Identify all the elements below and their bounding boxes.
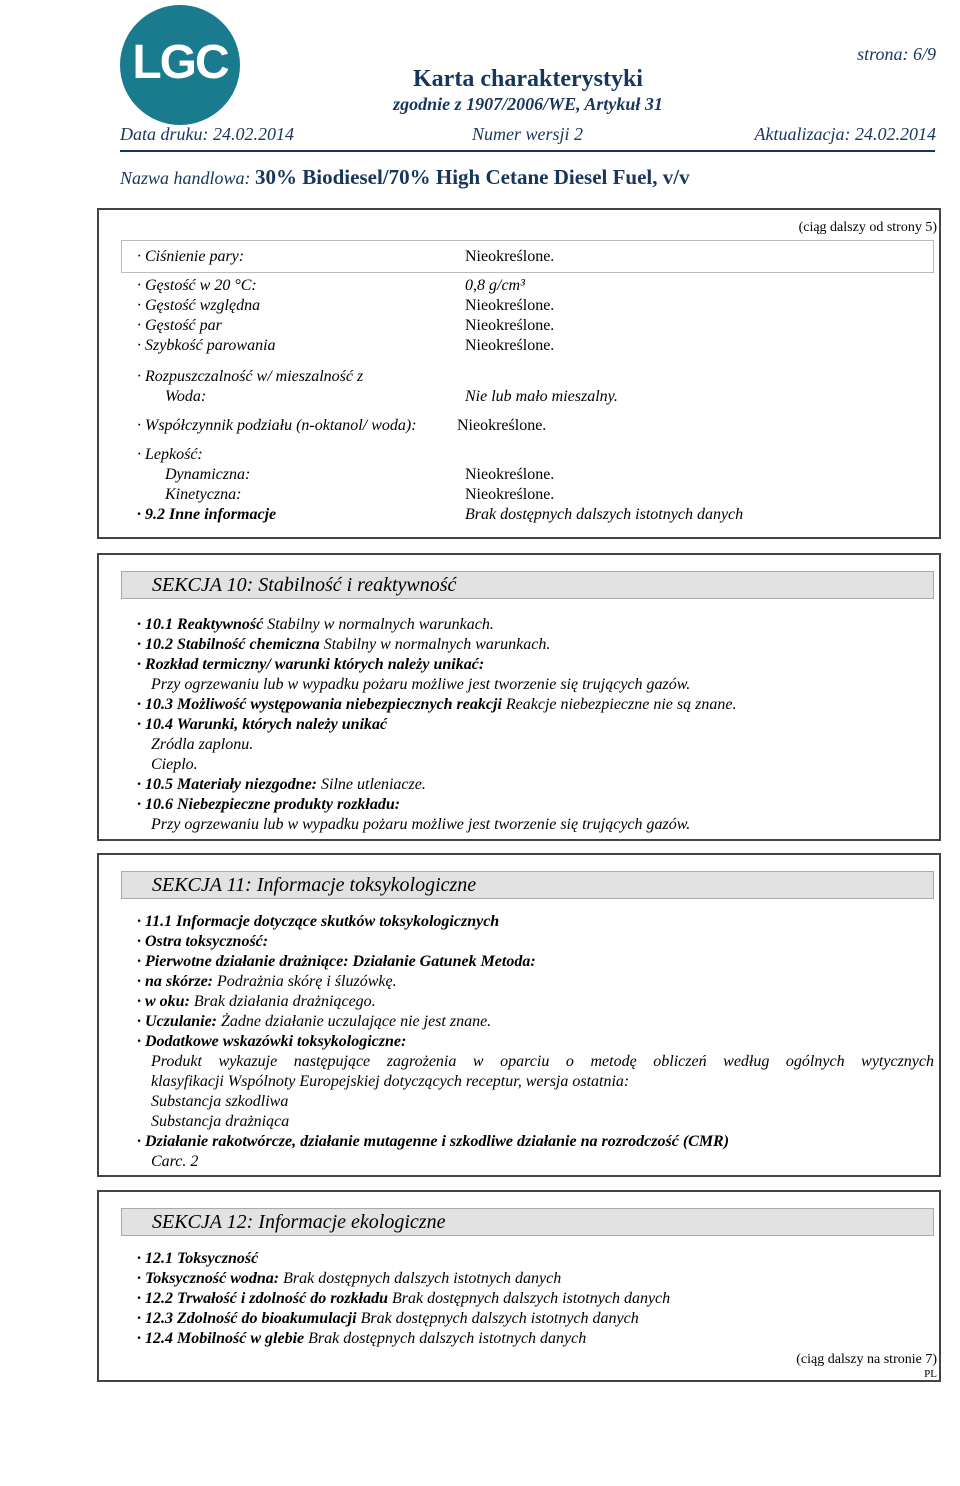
vapour-pressure-label: · Ciśnienie pary: <box>137 248 245 265</box>
thermal-decomposition-text: Przy ogrzewaniu lub w wypadku pożaru możliwe jest tworzenie się trujących gazów. <box>151 676 691 693</box>
cmr-value: Carc. 2 <box>151 1153 199 1170</box>
document-subtitle: zgodnie z 1907/2006/WE, Artykuł 31 <box>393 94 663 114</box>
evaporation-rate-value: Nieokreślone. <box>465 337 555 354</box>
primary-irritation-label: · Pierwotne działanie drażniące: Działanie Gatunek Metoda: <box>137 953 536 970</box>
viscosity-dynamic-value: Nieokreślone. <box>465 466 555 483</box>
update-date: Aktualizacja: 24.02.2014 <box>754 124 936 144</box>
language-code: PL <box>924 1368 937 1380</box>
section-12-heading: SEKCJA 12: Informacje ekologiczne <box>121 1208 934 1236</box>
other-info-label: · 9.2 Inne informacje <box>137 506 277 523</box>
skin-line: · na skórze: Podrażnia skórę i śluzówkę. <box>137 973 397 990</box>
soil-mobility-line: · 12.4 Mobilność w glebie Brak dostępnych dalszych istotnych danych <box>137 1330 587 1347</box>
lgc-logo: LGC <box>120 5 240 125</box>
conditions-to-avoid-label: · 10.4 Warunki, których należy unikać <box>137 716 388 733</box>
evaporation-rate-label: · Szybkość parowania <box>137 337 276 354</box>
toxicity-label: · 12.1 Toksyczność <box>137 1250 259 1267</box>
cmr-label: · Działanie rakotwórcze, działanie mutagenne i szkodliwe działanie na rozrodczość (CMR) <box>137 1133 730 1150</box>
section-12-box <box>97 1190 941 1382</box>
viscosity-kinematic-value: Nieokreślone. <box>465 486 555 503</box>
density-value: 0,8 g/cm³ <box>465 277 525 294</box>
bioaccumulation-line: · 12.3 Zdolność do bioakumulacji Brak dostępnych dalszych istotnych danych <box>137 1310 639 1327</box>
viscosity-label: · Lepkość: <box>137 446 203 463</box>
viscosity-kinematic-label: Kinetyczna: <box>165 486 242 503</box>
harmful-substance: Substancja szkodliwa <box>151 1093 289 1110</box>
vapour-pressure-value: Nieokreślone. <box>465 248 555 265</box>
eye-line: · w oku: Brak działania drażniącego. <box>137 993 376 1010</box>
incompatible-materials-line: · 10.5 Materiały niezgodne: Silne utleniacze. <box>137 776 426 793</box>
solubility-label: · Rozpuszczalność w/ mieszalność z <box>137 368 364 385</box>
hazardous-reactions-line: · 10.3 Możliwość występowania niebezpiecznych reakcji Reakcje niebezpieczne nie są znane. <box>137 696 737 713</box>
conditions-heat: Cieplo. <box>151 756 198 773</box>
partition-coefficient-label: · Współczynnik podziału (n-oktanol/ woda): <box>137 417 417 434</box>
additional-tox-label: · Dodatkowe wskazówki toksykologiczne: <box>137 1033 407 1050</box>
continued-from: (ciąg dalszy od strony 5) <box>798 220 937 235</box>
additional-tox-text-2: klasyfikacji Wspólnoty Europejskiej dotyczących receptur, wersja ostatnia: <box>151 1073 630 1090</box>
trade-name-line: Nazwa handlowa: 30% Biodiesel/70% High Cetane Diesel Fuel, v/v <box>120 165 690 189</box>
additional-tox-text-1: Produkt wykazuje następujące zagrożenia w oparciu o metodę obliczeń według ogólnych wytycznych <box>151 1053 934 1070</box>
chemical-stability-line: · 10.2 Stabilność chemiczna Stabilny w normalnych warunkach. <box>137 636 551 653</box>
vapour-density-value: Nieokreślone. <box>465 317 555 334</box>
version-number: Numer wersji 2 <box>472 124 584 144</box>
decomposition-products-label: · 10.6 Niebezpieczne produkty rozkładu: <box>137 796 401 813</box>
acute-toxicity-label: · Ostra toksyczność: <box>137 933 269 950</box>
header-rule <box>120 150 935 152</box>
toxicological-effects-label: · 11.1 Informacje dotyczące skutków toksykologicznych <box>137 913 500 930</box>
solubility-water-label: Woda: <box>165 388 207 405</box>
decomposition-products-text: Przy ogrzewaniu lub w wypadku pożaru możliwe jest tworzenie się trujących gazów. <box>151 816 691 833</box>
solubility-value: Nie lub mało mieszalny. <box>465 388 618 405</box>
relative-density-value: Nieokreślone. <box>465 297 555 314</box>
viscosity-dynamic-label: Dynamiczna: <box>165 466 251 483</box>
trade-name: 30% Biodiesel/70% High Cetane Diesel Fuel, v/v <box>255 165 690 189</box>
density-label: · Gęstość w 20 °C: <box>137 277 257 294</box>
print-date: Data druku: 24.02.2014 <box>120 124 294 144</box>
vapour-pressure-frame <box>121 240 934 273</box>
section-10-heading: SEKCJA 10: Stabilność i reaktywność <box>121 571 934 599</box>
sensitisation-line: · Uczulanie: Żadne działanie uczulające nie jest znane. <box>137 1013 492 1030</box>
irritant-substance: Substancja drażniąca <box>151 1113 290 1130</box>
section-9-box <box>97 208 941 539</box>
partition-coefficient-value: Nieokreślone. <box>457 417 547 434</box>
persistence-line: · 12.2 Trwałość i zdolność do rozkładu Brak dostępnych dalszych istotnych danych <box>137 1290 671 1307</box>
conditions-ignition: Zródla zaplonu. <box>151 736 254 753</box>
page-number: strona: 6/9 <box>857 44 936 64</box>
vapour-density-label: · Gęstość par <box>137 317 222 334</box>
document-title: Karta charakterystyki <box>413 66 643 92</box>
continued-to: (ciąg dalszy na stronie 7) <box>796 1352 937 1367</box>
section-10-box <box>97 553 941 841</box>
other-info-value: Brak dostępnych dalszych istotnych danych <box>465 506 744 523</box>
aquatic-toxicity-line: · Toksyczność wodna: Brak dostępnych dalszych istotnych danych <box>137 1270 562 1287</box>
section-11-heading: SEKCJA 11: Informacje toksykologiczne <box>121 871 934 899</box>
reactivity-line: · 10.1 Reaktywność Stabilny w normalnych warunkach. <box>137 616 494 633</box>
thermal-decomposition-label: · Rozkład termiczny/ warunki których należy unikać: <box>137 656 485 673</box>
relative-density-label: · Gęstość względna <box>137 297 261 314</box>
section-11-box <box>97 853 941 1177</box>
